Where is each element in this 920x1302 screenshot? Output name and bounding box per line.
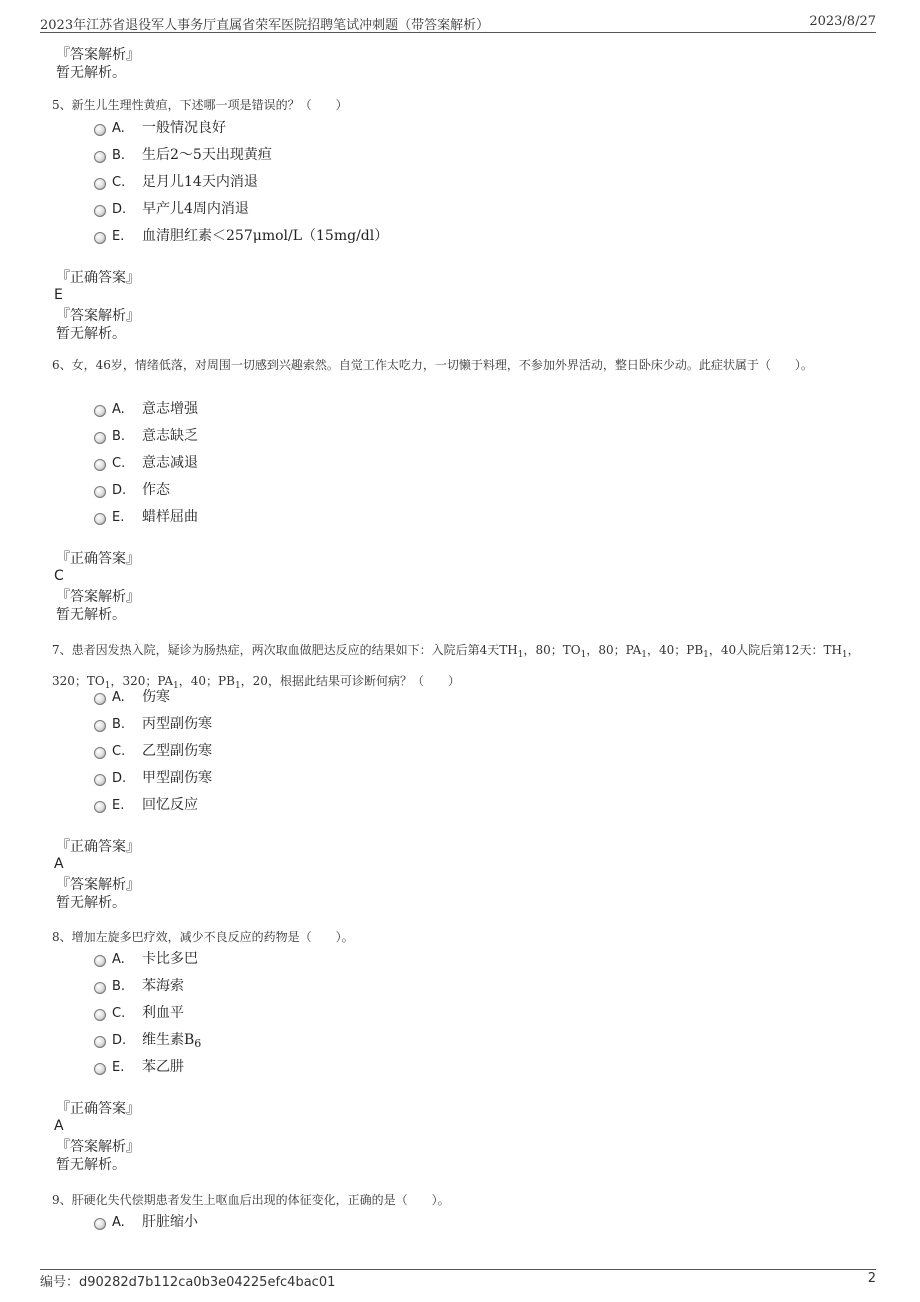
correct-answer-label: 『正确答案』 [56, 839, 140, 855]
answer-analysis-text: 暂无解析。 [56, 326, 126, 342]
option-a[interactable]: A. 意志增强 [94, 399, 198, 419]
document-title: 2023年江苏省退役军人事务厅直属省荣军医院招聘笔试冲刺题（带答案解析） [40, 18, 490, 33]
radio-button-icon[interactable] [94, 405, 106, 417]
option-b[interactable]: B. 意志缺乏 [94, 426, 198, 446]
radio-button-icon[interactable] [94, 432, 106, 444]
radio-button-icon[interactable] [94, 178, 106, 190]
correct-answer: A [54, 856, 64, 872]
option-c[interactable]: C. 足月儿14天内消退 [94, 172, 258, 192]
page-footer [40, 1271, 876, 1289]
question-stem: 8、增加左旋多巴疗效，减少不良反应的药物是（ ）。 [52, 930, 354, 944]
radio-button-icon[interactable] [94, 801, 106, 813]
option-e[interactable]: E. 回忆反应 [94, 795, 198, 815]
radio-button-icon[interactable] [94, 232, 106, 244]
radio-button-icon[interactable] [94, 151, 106, 163]
radio-button-icon[interactable] [94, 486, 106, 498]
option-c[interactable]: C. 利血平 [94, 1003, 184, 1023]
radio-button-icon[interactable] [94, 124, 106, 136]
radio-button-icon[interactable] [94, 205, 106, 217]
answer-analysis-label: 『答案解析』 [56, 47, 140, 63]
radio-button-icon[interactable] [94, 720, 106, 732]
option-c[interactable]: C. 乙型副伤寒 [94, 741, 212, 761]
option-c[interactable]: C. 意志减退 [94, 453, 198, 473]
option-a[interactable]: A. 肝脏缩小 [94, 1212, 198, 1232]
page-header [40, 14, 876, 32]
radio-button-icon[interactable] [94, 1036, 106, 1048]
radio-button-icon[interactable] [94, 982, 106, 994]
document-serial: 编号：d90282d7b112ca0b3e04225efc4bac01 [40, 1275, 336, 1290]
question-stem: 5、新生儿生理性黄疸，下述哪一项是错误的？（ ） [52, 98, 348, 112]
answer-analysis-label: 『答案解析』 [56, 308, 140, 324]
option-d[interactable]: D. 甲型副伤寒 [94, 768, 212, 788]
radio-button-icon[interactable] [94, 1218, 106, 1230]
correct-answer-label: 『正确答案』 [56, 551, 140, 567]
option-a[interactable]: A. 伤寒 [94, 687, 170, 707]
radio-button-icon[interactable] [94, 693, 106, 705]
correct-answer: C [54, 568, 64, 584]
radio-button-icon[interactable] [94, 747, 106, 759]
correct-answer-label: 『正确答案』 [56, 270, 140, 286]
answer-analysis-text: 暂无解析。 [56, 1157, 126, 1173]
option-b[interactable]: B. 生后2～5天出现黄疸 [94, 145, 272, 165]
correct-answer-label: 『正确答案』 [56, 1101, 140, 1117]
answer-analysis-label: 『答案解析』 [56, 877, 140, 893]
radio-button-icon[interactable] [94, 955, 106, 967]
option-e[interactable]: E. 蜡样屈曲 [94, 507, 198, 527]
option-e[interactable]: E. 血清胆红素＜257μmol/L（15mg/dl） [94, 226, 388, 246]
option-e[interactable]: E. 苯乙肼 [94, 1057, 184, 1077]
header-divider [40, 32, 876, 33]
answer-analysis-text: 暂无解析。 [56, 65, 126, 81]
option-d[interactable]: D. 作态 [94, 480, 170, 500]
answer-analysis-text: 暂无解析。 [56, 895, 126, 911]
radio-button-icon[interactable] [94, 513, 106, 525]
document-date: 2023/8/27 [809, 14, 876, 29]
question-stem: 9、肝硬化失代偿期患者发生上呕血后出现的体征变化，正确的是（ ）。 [52, 1193, 450, 1207]
option-d[interactable]: D. 早产儿4周内消退 [94, 199, 249, 219]
page-number: 2 [867, 1271, 876, 1286]
radio-button-icon[interactable] [94, 1009, 106, 1021]
radio-button-icon[interactable] [94, 459, 106, 471]
answer-analysis-label: 『答案解析』 [56, 1139, 140, 1155]
question-stem: 6、女，46岁，情绪低落，对周围一切感到兴趣索然。自觉工作太吃力，一切懒于料理，不参加外界活动，整日卧床少动。此症状属于（ ）。 [52, 358, 813, 372]
correct-answer: A [54, 1118, 64, 1134]
option-a[interactable]: A. 卡比多巴 [94, 949, 198, 969]
radio-button-icon[interactable] [94, 1063, 106, 1075]
answer-analysis-label: 『答案解析』 [56, 589, 140, 605]
option-d[interactable]: D. 维生素$B_6$ [94, 1030, 201, 1050]
question-stem: 7、患者因发热入院，疑诊为肠热症，两次取血做肥达反应的结果如下：入院后第4天$TH_1$，80；$TO_1$，80；$PA_1$，40；$PB_1$，40人院后第12天：$TH_1$，320；$TO_1$，320；$PA_1$，40；$PB_1$，20，根据此结果可诊断何病？（ ） [52, 643, 860, 691]
correct-answer: E [54, 287, 63, 303]
footer-divider [40, 1269, 876, 1270]
option-b[interactable]: B. 丙型副伤寒 [94, 714, 212, 734]
answer-analysis-text: 暂无解析。 [56, 607, 126, 623]
option-b[interactable]: B. 苯海索 [94, 976, 184, 996]
option-a[interactable]: A. 一般情况良好 [94, 118, 226, 138]
radio-button-icon[interactable] [94, 774, 106, 786]
